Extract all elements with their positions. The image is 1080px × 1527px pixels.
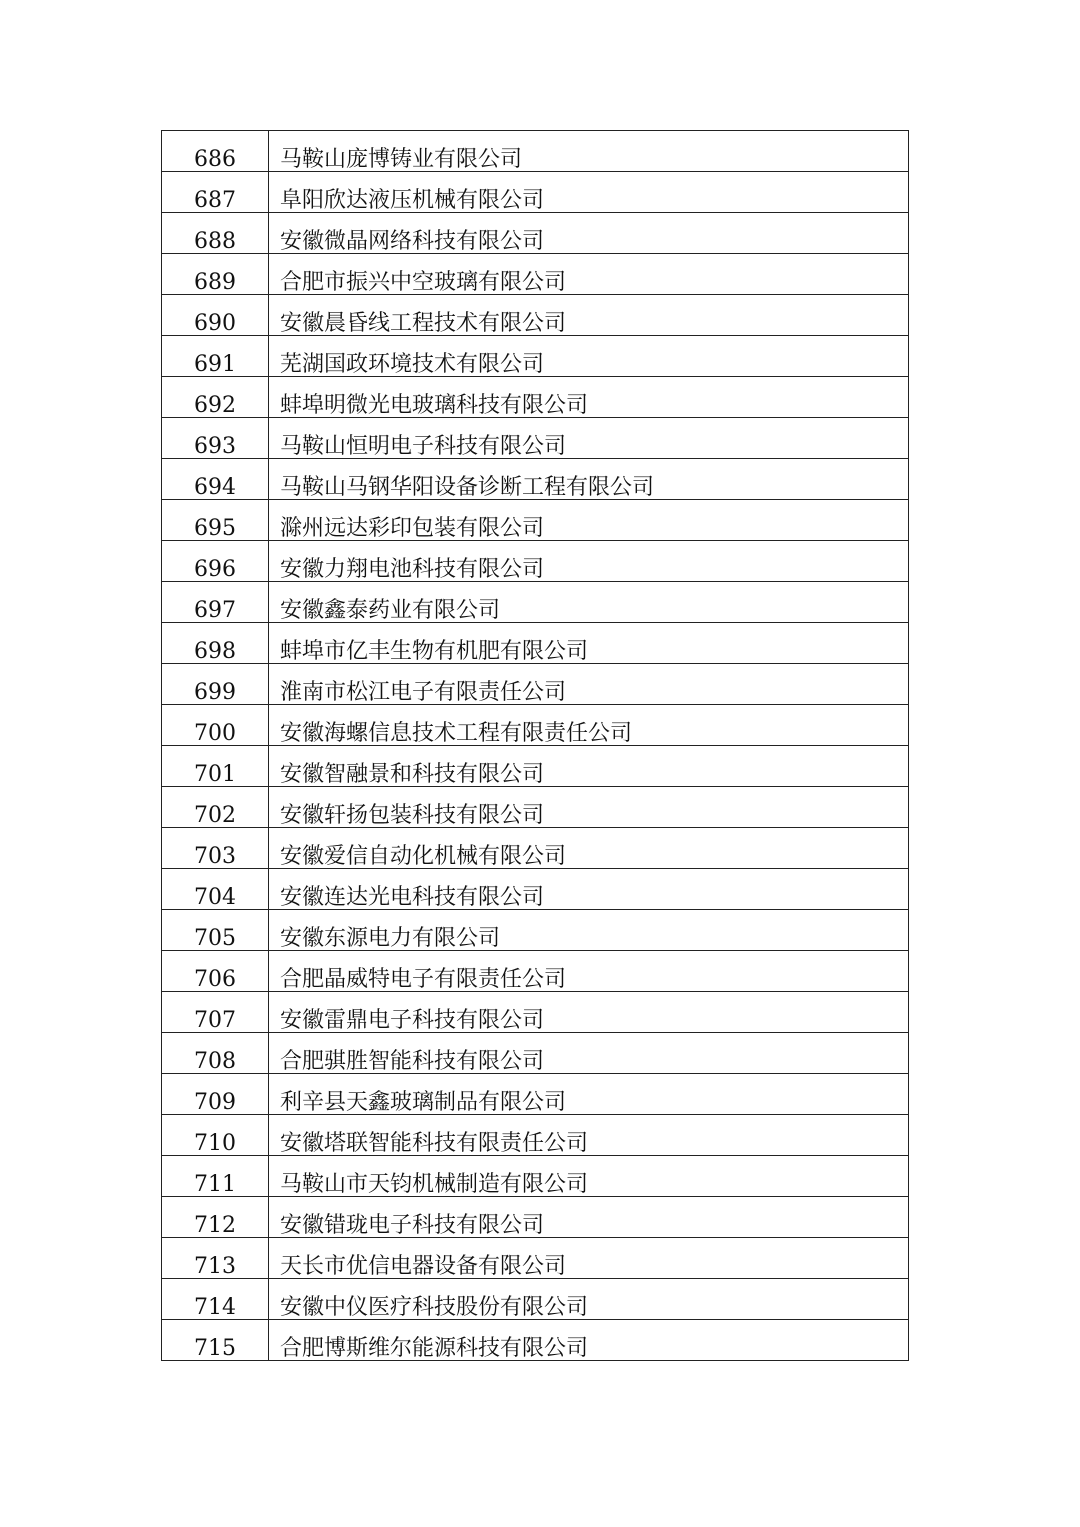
table-row (162, 910, 909, 951)
row-number: 699 (162, 664, 269, 705)
table-row (162, 664, 909, 705)
table-row (162, 705, 909, 746)
row-number: 692 (162, 377, 269, 418)
table-row (162, 828, 909, 869)
row-number: 714 (162, 1279, 269, 1320)
table-row (162, 1279, 909, 1320)
row-number: 687 (162, 172, 269, 213)
table-row (162, 1238, 909, 1279)
table-body (162, 131, 909, 1361)
row-number: 706 (162, 951, 269, 992)
company-name: 滁州远达彩印包装有限公司 (269, 500, 909, 541)
row-number: 702 (162, 787, 269, 828)
company-name: 合肥博斯维尔能源科技有限公司 (269, 1320, 909, 1361)
company-name: 安徽错珑电子科技有限公司 (269, 1197, 909, 1238)
table-row (162, 1197, 909, 1238)
company-name: 合肥骐胜智能科技有限公司 (269, 1033, 909, 1074)
company-name: 阜阳欣达液压机械有限公司 (269, 172, 909, 213)
row-number: 701 (162, 746, 269, 787)
table-row (162, 254, 909, 295)
company-name: 安徽微晶网络科技有限公司 (269, 213, 909, 254)
company-name: 马鞍山马钢华阳设备诊断工程有限公司 (269, 459, 909, 500)
company-name: 马鞍山市天钧机械制造有限公司 (269, 1156, 909, 1197)
row-number: 708 (162, 1033, 269, 1074)
table-row (162, 623, 909, 664)
company-name: 安徽力翔电池科技有限公司 (269, 541, 909, 582)
table-row (162, 1320, 909, 1361)
row-number: 705 (162, 910, 269, 951)
row-number: 700 (162, 705, 269, 746)
row-number: 694 (162, 459, 269, 500)
company-name: 合肥晶威特电子有限责任公司 (269, 951, 909, 992)
company-name: 安徽海螺信息技术工程有限责任公司 (269, 705, 909, 746)
company-name: 安徽雷鼎电子科技有限公司 (269, 992, 909, 1033)
table-row (162, 582, 909, 623)
company-name: 安徽爱信自动化机械有限公司 (269, 828, 909, 869)
company-name: 安徽晨昏线工程技术有限公司 (269, 295, 909, 336)
table-row (162, 172, 909, 213)
table-row (162, 459, 909, 500)
row-number: 715 (162, 1320, 269, 1361)
row-number: 704 (162, 869, 269, 910)
company-name: 天长市优信电器设备有限公司 (269, 1238, 909, 1279)
table-row (162, 336, 909, 377)
company-name: 安徽中仪医疗科技股份有限公司 (269, 1279, 909, 1320)
table-row (162, 1156, 909, 1197)
row-number: 691 (162, 336, 269, 377)
company-name: 安徽连达光电科技有限公司 (269, 869, 909, 910)
company-list-table (161, 130, 909, 1361)
row-number: 686 (162, 131, 269, 172)
company-name: 淮南市松江电子有限责任公司 (269, 664, 909, 705)
table-row (162, 787, 909, 828)
table-row (162, 131, 909, 172)
row-number: 689 (162, 254, 269, 295)
row-number: 695 (162, 500, 269, 541)
row-number: 709 (162, 1074, 269, 1115)
row-number: 711 (162, 1156, 269, 1197)
company-name: 安徽东源电力有限公司 (269, 910, 909, 951)
row-number: 698 (162, 623, 269, 664)
company-name: 芜湖国政环境技术有限公司 (269, 336, 909, 377)
table-row (162, 951, 909, 992)
company-name: 蚌埠明微光电玻璃科技有限公司 (269, 377, 909, 418)
table-row (162, 1033, 909, 1074)
row-number: 697 (162, 582, 269, 623)
company-name: 安徽塔联智能科技有限责任公司 (269, 1115, 909, 1156)
table-row (162, 1074, 909, 1115)
table-row (162, 500, 909, 541)
row-number: 710 (162, 1115, 269, 1156)
row-number: 693 (162, 418, 269, 459)
company-name: 合肥市振兴中空玻璃有限公司 (269, 254, 909, 295)
row-number: 703 (162, 828, 269, 869)
table-row (162, 1115, 909, 1156)
row-number: 707 (162, 992, 269, 1033)
company-name: 蚌埠市亿丰生物有机肥有限公司 (269, 623, 909, 664)
company-name: 利辛县天鑫玻璃制品有限公司 (269, 1074, 909, 1115)
table-row (162, 869, 909, 910)
row-number: 688 (162, 213, 269, 254)
row-number: 712 (162, 1197, 269, 1238)
company-name: 马鞍山恒明电子科技有限公司 (269, 418, 909, 459)
table-row (162, 418, 909, 459)
company-name: 安徽鑫泰药业有限公司 (269, 582, 909, 623)
row-number: 713 (162, 1238, 269, 1279)
table-row (162, 746, 909, 787)
row-number: 696 (162, 541, 269, 582)
company-name: 马鞍山庞博铸业有限公司 (269, 131, 909, 172)
table-row (162, 295, 909, 336)
table-row (162, 541, 909, 582)
row-number: 690 (162, 295, 269, 336)
table-row (162, 213, 909, 254)
table-row (162, 377, 909, 418)
company-name: 安徽智融景和科技有限公司 (269, 746, 909, 787)
company-name: 安徽轩扬包装科技有限公司 (269, 787, 909, 828)
table-row (162, 992, 909, 1033)
